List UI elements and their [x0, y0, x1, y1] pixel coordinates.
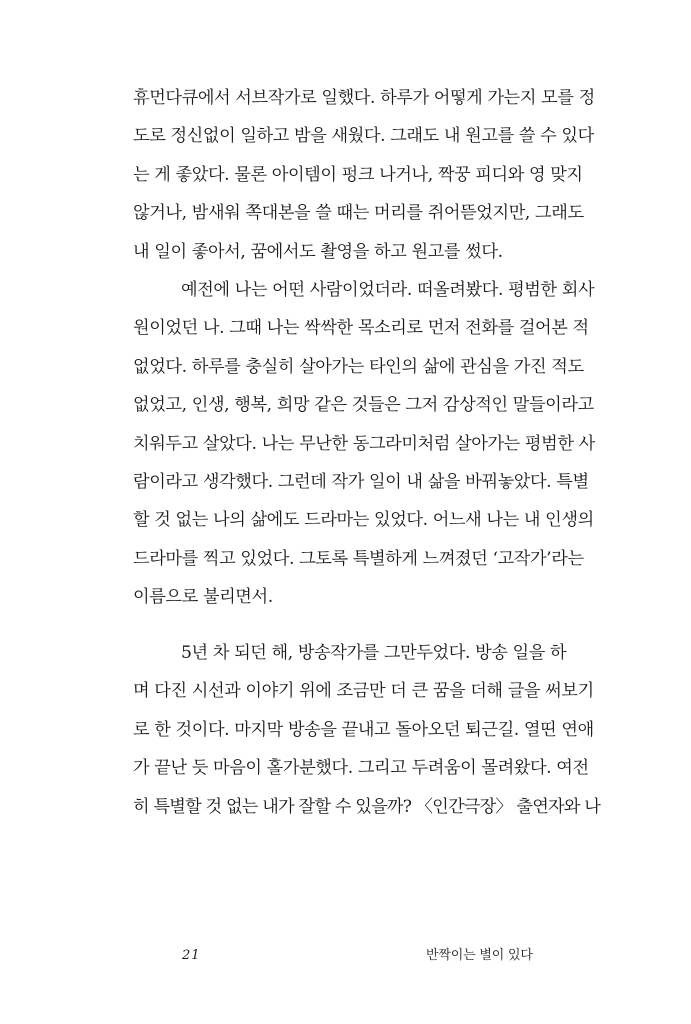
text-line: 로 한 것이다. 마지막 방송을 끝내고 돌아오던 퇴근길. 열띤 연애	[133, 719, 594, 740]
text-line: 치워두고 살았다. 나는 무난한 동그라미처럼 살아가는 평범한 사	[133, 433, 595, 454]
paragraph-3	[133, 634, 603, 826]
text-line: 5년 차 되던 해, 방송작가를 그만두었다. 방송 일을 하	[181, 643, 567, 663]
text-line: 이름으로 불리면서.	[133, 587, 273, 608]
text-line: 가 끝난 듯 마음이 홀가분했다. 그리고 두려움이 몰려왔다. 여전	[133, 758, 589, 779]
text-line: 할 것 없는 나의 삶에도 드라마는 있었다. 어느새 나는 내 인생의	[133, 510, 594, 531]
text-line: 람이라고 생각했다. 그런데 작가 일이 내 삶을 바꿔놓았다. 특별	[133, 471, 589, 492]
text-line: 도로 정신없이 일하고 밤을 새웠다. 그래도 내 원고를 쓸 수 있다	[133, 126, 594, 147]
text-line: 며 다진 시선과 이야기 위에 조금만 더 큰 꿈을 더해 글을 써보기	[133, 681, 594, 702]
text-line: 는 게 좋았다. 물론 아이템이 펑크 나거나, 짝꿍 피디와 영 맞지	[133, 164, 583, 185]
text-line: 내 일이 좋아서, 꿈에서도 촬영을 하고 원고를 썼다.	[133, 241, 503, 262]
text-line: 예전에 나는 어떤 사람이었더라. 떠올려봤다. 평범한 회사	[181, 279, 595, 300]
paragraph-2	[133, 271, 603, 617]
text-line: 없었다. 하루를 충실히 살아가는 타인의 삶에 관심을 가진 적도	[133, 356, 584, 377]
text-line: 드라마를 찍고 있었다. 그토록 특별하게 느껴졌던 ‘고작가’라는	[133, 548, 584, 569]
body-text-bottom	[133, 634, 603, 826]
text-line: 없었고, 인생, 행복, 희망 같은 것들은 그저 감상적인 말들이라고	[133, 395, 594, 416]
paragraph-1	[133, 79, 603, 271]
page-number: 21	[182, 948, 201, 963]
running-title: 반짝이는 별이 있다	[426, 948, 533, 963]
text-line: 휴먼다큐에서 서브작가로 일했다. 하루가 어떻게 가는지 모를 정	[133, 88, 595, 108]
text-line: 원이었던 나. 그때 나는 싹싹한 목소리로 먼저 전화를 걸어본 적	[133, 318, 589, 339]
text-line: 않거나, 밤새워 쪽대본을 쓸 때는 머리를 쥐어뜯었지만, 그래도	[133, 203, 584, 224]
body-text-top	[133, 79, 603, 616]
text-line: 히 특별할 것 없는 내가 잘할 수 있을까? 〈인간극장〉 출연자와 나	[133, 796, 601, 817]
